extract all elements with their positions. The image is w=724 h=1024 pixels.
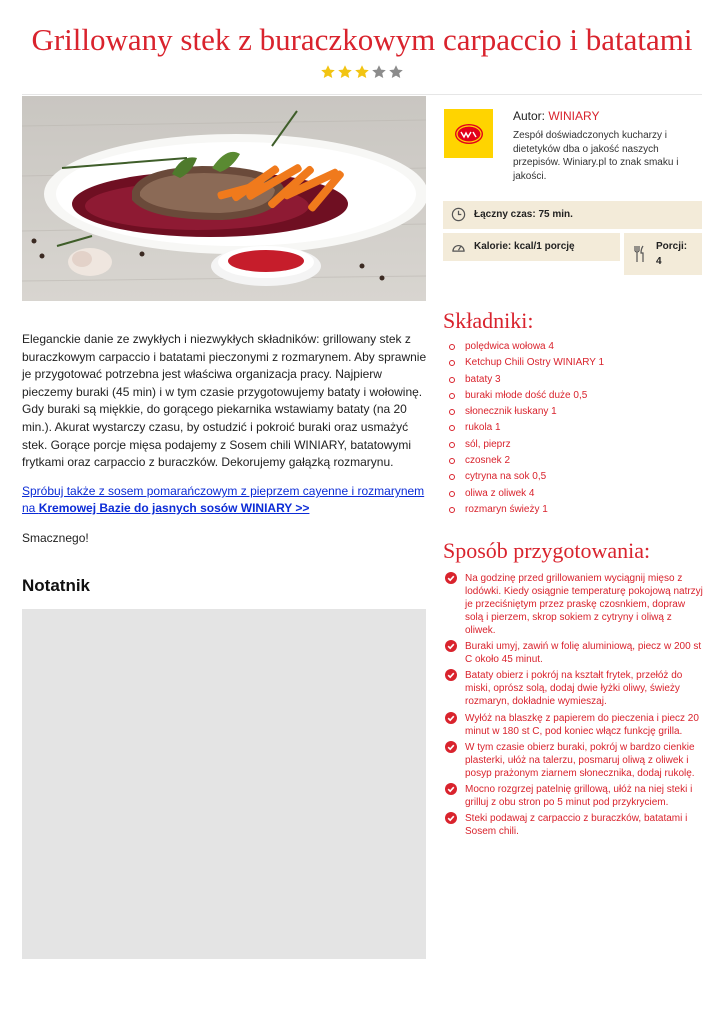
cutlery-icon: [633, 245, 645, 263]
ingredient-item: oliwa z oliwek 4: [449, 487, 604, 503]
notes-area[interactable]: [22, 609, 426, 959]
try-also-text: Spróbuj także z sosem pomarańczowym z pieprzem cayenne i rozmarynem na: [22, 484, 425, 515]
ingredients-list: [449, 340, 604, 519]
step-item: [443, 640, 705, 666]
winiary-logo-icon[interactable]: [444, 109, 493, 158]
ingredient-item: cytryna na sok 0,5: [449, 470, 604, 486]
portions-label: Porcji:: [656, 241, 688, 252]
star-icon[interactable]: [354, 64, 370, 80]
recipe-title: Grillowany stek z buraczkowym carpaccio i batatami: [31, 22, 693, 57]
portions-value: 4: [656, 256, 662, 267]
ingredient-item: polędwica wołowa 4: [449, 340, 604, 356]
calories-box: [443, 233, 620, 261]
clock-icon: [451, 207, 466, 222]
star-icon[interactable]: [371, 64, 387, 80]
step-item: [443, 783, 705, 809]
step-item: [443, 741, 705, 780]
ingredient-item: rukola 1: [449, 421, 604, 437]
step-item: [443, 812, 705, 838]
step-item: [443, 712, 705, 738]
star-icon[interactable]: [320, 64, 336, 80]
check-circle-icon: [445, 572, 457, 584]
steps-list: [443, 572, 705, 841]
gauge-icon: [451, 240, 466, 253]
ingredient-item: słonecznik łuskany 1: [449, 405, 604, 421]
check-circle-icon: [445, 640, 457, 652]
ingredient-item: buraki młode dość duże 0,5: [449, 389, 604, 405]
total-time: Łączny czas: 75 min.: [474, 209, 573, 220]
author-description: Zespół doświadczonych kucharzy i dietetyków dba o jakość naszych przepisów. Winiary.pl to znak smaku i jakości.: [513, 130, 679, 182]
ingredient-item: sól, pieprz: [449, 438, 604, 454]
ingredient-item: bataty 3: [449, 373, 604, 389]
recipe-photo: [22, 96, 426, 301]
step-text: Buraki umyj, zawiń w folię aluminiową, piecz w 200 st C około 45 minut.: [465, 641, 702, 666]
divider: [22, 94, 702, 95]
check-circle-icon: [445, 741, 457, 753]
steps-heading: Sposób przygotowania:: [443, 538, 651, 563]
notes-heading: Notatnik: [22, 576, 90, 595]
total-time-box: [443, 201, 702, 229]
ingredients-heading: Składniki:: [443, 308, 534, 333]
recipe-intro: Eleganckie danie ze zwykłych i niezwykłych składników: grillowany stek z buraczkowym carpaccio i batatami pieczonymi z rozmarynem. Aby sprawnie je przygotować potrzebna jest właściwa organizacja pracy. Najpierw pieczemy buraki (45 min) i w tym czasie przygotowujemy bataty i wołowinę. Gdy buraki są miękkie, do gorącego piekarnika wstawiamy bataty (na 20 min.). Akurat wystarczy czasu, by ostudzić i pokroić buraki oraz usmażyć stek. Gorące porcje mięsa podajemy z Sosem chili WINIARY, batatowymi frytkami oraz carpaccio z buraczków. Dekorujemy gałązką rozmarynu.: [22, 332, 427, 470]
check-circle-icon: [445, 669, 457, 681]
star-icon[interactable]: [337, 64, 353, 80]
rating-stars[interactable]: [0, 64, 724, 80]
check-circle-icon: [445, 812, 457, 824]
closing-text: Smacznego!: [22, 531, 89, 545]
author-label: Autor:: [513, 109, 546, 123]
step-text: Mocno rozgrzej patelnię grillową, ułóż na niej steki i grilluj z obu stron po 5 minut pod przykryciem.: [465, 783, 693, 808]
step-item: [443, 572, 705, 637]
step-text: Wyłóż na blaszkę z papierem do pieczenia i piecz 20 minut w 180 st C, pod koniec włącz funkcję grilla.: [465, 712, 699, 737]
step-text: Bataty obierz i pokrój na kształt frytek, przełóż do miski, oprósz solą, dodaj dwie łyżki oliwy, świeży rozmaryn, dokładnie wymieszaj.: [465, 670, 683, 708]
star-icon[interactable]: [388, 64, 404, 80]
step-text: Na godzinę przed grillowaniem wyciągnij mięso z lodówki. Kiedy osiągnie temperaturę pokojową natrzyj je przeciśniętym przez praskę czosnkiem, dopraw solą i pierzem, skrop sokiem z cytryny i oliwą z oliwek.: [465, 573, 703, 636]
check-circle-icon: [445, 712, 457, 724]
portions-box: [624, 233, 702, 275]
try-also-link[interactable]: [22, 484, 424, 515]
author-box: [433, 96, 702, 196]
ingredient-item: Ketchup Chili Ostry WINIARY 1: [449, 356, 604, 372]
ingredient-item: rozmaryn świeży 1: [449, 503, 604, 519]
check-circle-icon: [445, 783, 457, 795]
step-item: [443, 669, 705, 708]
author-link[interactable]: WINIARY: [548, 109, 600, 123]
calories: Kalorie: kcal/1 porcję: [474, 241, 575, 252]
author-line: [513, 109, 599, 123]
step-text: W tym czasie obierz buraki, pokrój w bardzo cienkie plasterki, ułóż na talerzu, posmaruj oliwą z oliwek i posyp prażonym ziarnem słonecznika, dodaj rukolę.: [465, 741, 695, 779]
try-also-bold: Kremowej Bazie do jasnych sosów WINIARY >>: [38, 501, 310, 515]
ingredient-item: czosnek 2: [449, 454, 604, 470]
step-text: Steki podawaj z carpaccio z buraczków, batatami i Sosem chili.: [465, 813, 688, 838]
try-also: [22, 483, 428, 517]
